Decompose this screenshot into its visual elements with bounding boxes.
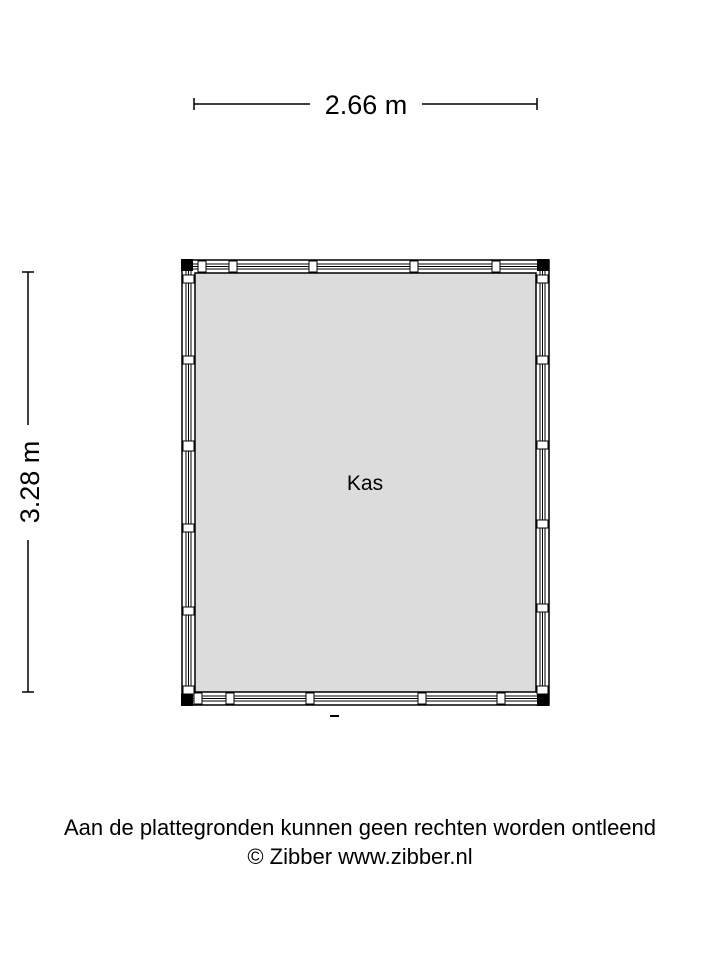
room-label: Kas <box>346 472 384 495</box>
disclaimer-text: Aan de plattegronden kunnen geen rechten worden ontleend <box>63 815 657 840</box>
height-dimension <box>15 272 45 692</box>
height-label: 3.28 m <box>15 440 45 524</box>
width-dimension <box>194 90 537 120</box>
copyright-text: © Zibber www.zibber.nl <box>247 844 473 869</box>
width-label: 2.66 m <box>324 90 408 120</box>
